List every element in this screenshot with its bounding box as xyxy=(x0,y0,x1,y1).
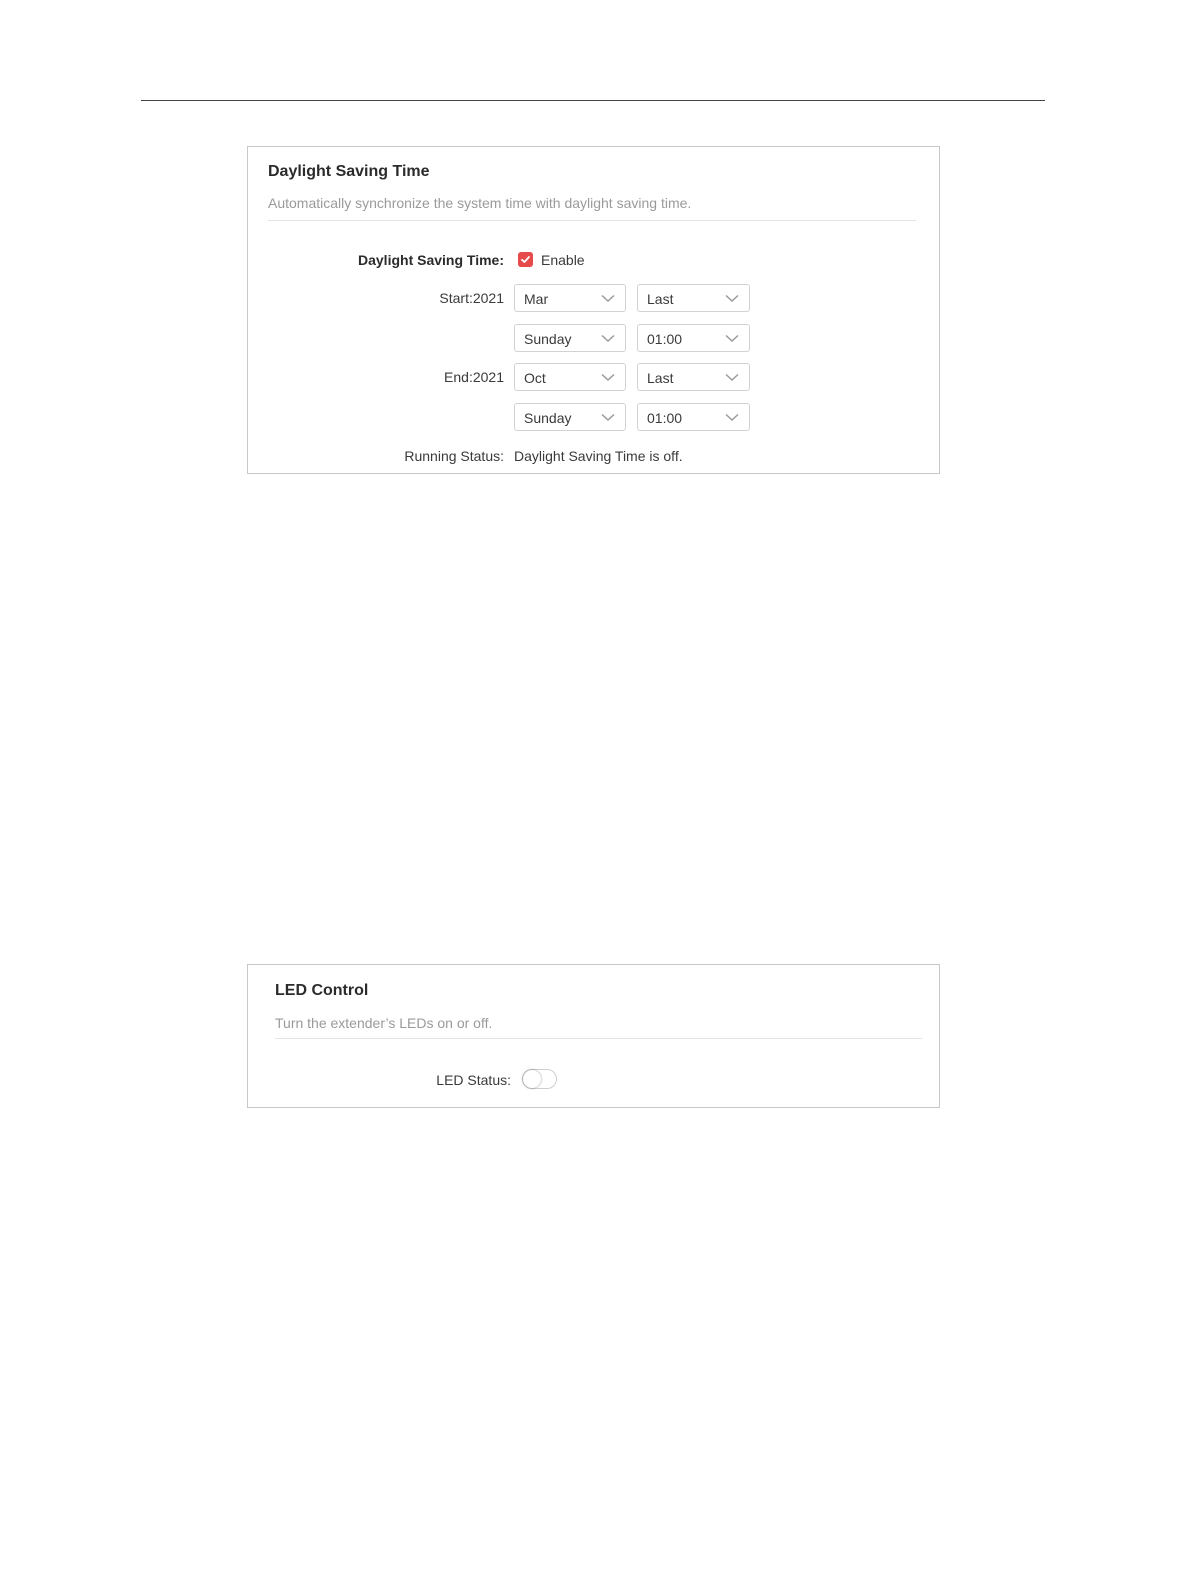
chevron-down-icon xyxy=(601,373,615,382)
chevron-down-icon xyxy=(725,373,739,382)
dst-panel-title: Daylight Saving Time xyxy=(268,163,430,180)
end-month-value: Oct xyxy=(524,370,546,386)
chevron-down-icon xyxy=(601,334,615,343)
start-time-value: 01:00 xyxy=(647,331,683,347)
end-time-select[interactable] xyxy=(637,403,750,431)
start-label: Start:2021 xyxy=(439,290,504,306)
chevron-down-icon xyxy=(601,413,615,422)
start-week-select[interactable] xyxy=(637,284,750,312)
led-panel-title: LED Control xyxy=(275,982,369,999)
dst-enable-checkbox[interactable] xyxy=(518,252,533,267)
running-status-label: Running Status: xyxy=(404,448,504,464)
led-panel-divider xyxy=(275,1038,922,1039)
start-week-value: Last xyxy=(647,291,674,307)
end-week-value: Last xyxy=(647,370,674,386)
dst-panel-divider xyxy=(268,220,916,221)
start-month-value: Mar xyxy=(524,291,549,307)
led-control-panel xyxy=(247,964,940,1108)
dst-enable-text[interactable]: Enable xyxy=(541,252,585,268)
end-month-select[interactable] xyxy=(514,363,626,391)
dst-panel-description: Automatically synchronize the system time with daylight saving time. xyxy=(268,195,692,211)
end-week-select[interactable] xyxy=(637,363,750,391)
start-month-select[interactable] xyxy=(514,284,626,312)
page-header-rule xyxy=(141,100,1045,101)
chevron-down-icon xyxy=(725,413,739,422)
running-status-value: Daylight Saving Time is off. xyxy=(514,448,683,464)
end-day-select[interactable] xyxy=(514,403,626,431)
start-time-select[interactable] xyxy=(637,324,750,352)
chevron-down-icon xyxy=(725,294,739,303)
dst-enable-label: Daylight Saving Time: xyxy=(358,252,504,268)
start-day-value: Sunday xyxy=(524,331,572,347)
end-day-value: Sunday xyxy=(524,410,572,426)
chevron-down-icon xyxy=(601,294,615,303)
led-status-label: LED Status: xyxy=(436,1072,511,1088)
led-status-toggle[interactable] xyxy=(522,1069,557,1089)
end-label: End:2021 xyxy=(444,369,504,385)
start-day-select[interactable] xyxy=(514,324,626,352)
daylight-saving-time-panel xyxy=(247,146,940,474)
led-panel-description: Turn the extender’s LEDs on or off. xyxy=(275,1015,493,1031)
chevron-down-icon xyxy=(725,334,739,343)
toggle-knob xyxy=(523,1070,541,1088)
end-time-value: 01:00 xyxy=(647,410,683,426)
check-icon xyxy=(520,254,531,265)
